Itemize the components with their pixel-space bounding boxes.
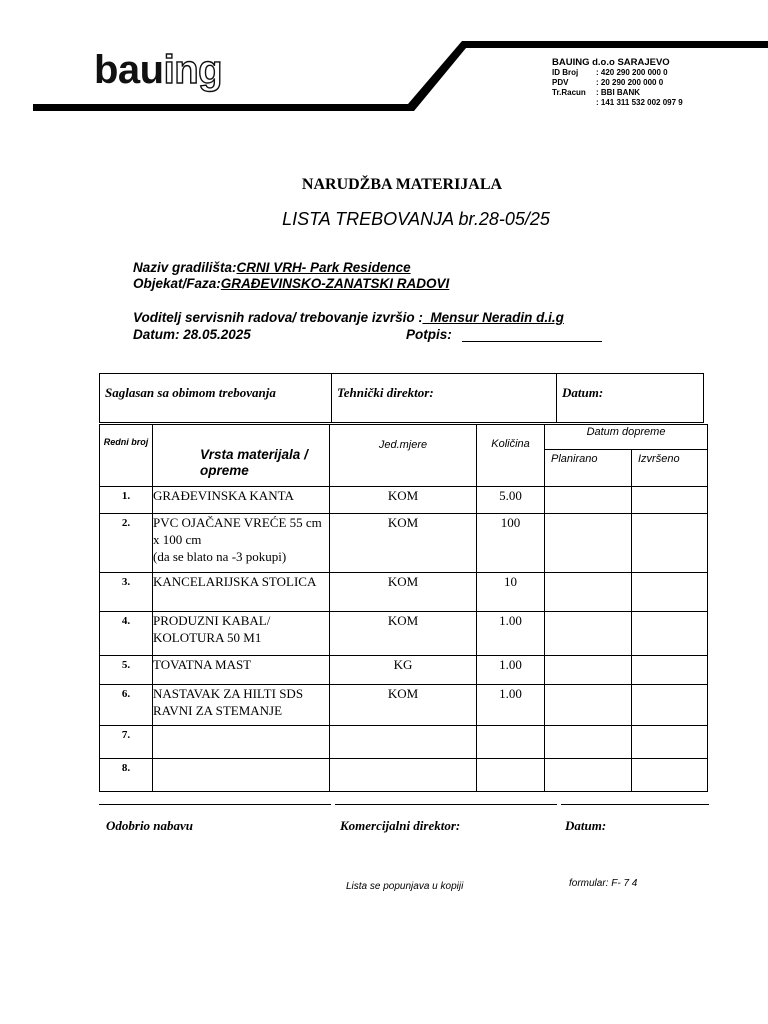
row-planned[interactable]: [545, 612, 632, 656]
sign-line-approved: [99, 804, 331, 805]
signature-line: [406, 327, 602, 342]
row-done[interactable]: [632, 759, 708, 792]
row-done[interactable]: [632, 685, 708, 726]
date-line: [133, 327, 251, 342]
header-planned: Planirano: [545, 450, 632, 487]
row-planned[interactable]: [545, 685, 632, 726]
site-label: Naziv gradilišta:: [133, 260, 237, 275]
footer-date-label: Datum:: [565, 818, 607, 833]
row-unit: KOM: [330, 685, 477, 726]
row-done[interactable]: [632, 726, 708, 759]
company-info-row: [552, 98, 706, 108]
row-number: 5.: [100, 656, 153, 685]
header-delivery: Datum dopreme: [545, 425, 708, 450]
copy-note: Lista se popunjava u kopiji: [346, 881, 464, 892]
approval-date-cell: Datum:: [562, 385, 604, 400]
row-qty: 1.00: [477, 656, 545, 685]
header-qty: Količina: [477, 425, 545, 487]
sign-line-date: [561, 804, 709, 805]
date-label: Datum: 28.05.2025: [133, 327, 251, 342]
table-row: [100, 487, 708, 514]
row-material: [153, 759, 330, 792]
row-qty: 1.00: [477, 612, 545, 656]
company-info-label: ID Broj: [552, 68, 579, 77]
row-material: TOVATNA MAST: [153, 656, 330, 685]
company-logo: [94, 48, 222, 93]
row-planned[interactable]: [545, 487, 632, 514]
sign-line-commercial: [335, 804, 557, 805]
approved-label: Odobrio nabavu: [106, 818, 194, 833]
row-qty: [477, 726, 545, 759]
row-qty: 100: [477, 514, 545, 573]
lead-value: _Mensur Neradin d.i.g: [422, 310, 564, 325]
row-material: NASTAVAK ZA HILTI SDS RAVNI ZA STEMANJE: [153, 685, 330, 726]
row-done[interactable]: [632, 656, 708, 685]
company-info-row: [552, 88, 706, 98]
signature-label: Potpis:: [406, 327, 452, 342]
row-number: 3.: [100, 573, 153, 612]
object-value: GRAĐEVINSKO-ZANATSKI RADOVI: [220, 276, 450, 291]
row-planned[interactable]: [545, 759, 632, 792]
header-no: Redni broj: [100, 425, 153, 487]
row-number: 6.: [100, 685, 153, 726]
row-number: 7.: [100, 726, 153, 759]
row-material: [153, 726, 330, 759]
logo-text-part1: bau: [94, 48, 164, 92]
company-name: BAUING d.o.o SARAJEVO: [552, 57, 670, 68]
approval-row: [99, 373, 704, 423]
company-info-value: : 420 290 200 000 0: [596, 68, 668, 77]
table-row: [100, 514, 708, 573]
site-line: [133, 260, 411, 275]
object-label: Objekat/Faza:: [133, 276, 221, 291]
row-done[interactable]: [632, 487, 708, 514]
company-info-label: PDV: [552, 78, 569, 87]
row-done[interactable]: [632, 514, 708, 573]
row-qty: 1.00: [477, 685, 545, 726]
row-number: 8.: [100, 759, 153, 792]
table-row: [100, 685, 708, 726]
row-number: 2.: [100, 514, 153, 573]
table-row: [100, 656, 708, 685]
company-info-label: Tr.Racun: [552, 88, 586, 97]
company-info-row: [552, 78, 706, 88]
row-number: 1.: [100, 487, 153, 514]
table-row: [100, 573, 708, 612]
row-number: 4.: [100, 612, 153, 656]
company-info-row: [552, 68, 706, 78]
header-material: Vrsta materijala / opreme: [153, 425, 330, 487]
table-row: [100, 612, 708, 656]
materials-table: [99, 424, 708, 792]
row-unit: KOM: [330, 487, 477, 514]
lead-label: Voditelj servisnih radova/ trebovanje izvršio :: [133, 310, 423, 325]
lead-line: [133, 310, 564, 325]
row-unit: KOM: [330, 612, 477, 656]
row-material: PVC OJAČANE VREĆE 55 cm x 100 cm (da se blato na -3 pokupi): [153, 514, 330, 573]
row-qty: 5.00: [477, 487, 545, 514]
row-unit: KOM: [330, 573, 477, 612]
table-row: [100, 759, 708, 792]
agreed-cell: Saglasan sa obimom trebovanja: [100, 374, 332, 422]
row-qty: [477, 759, 545, 792]
company-info-value: : BBI BANK: [596, 88, 640, 97]
row-unit: [330, 726, 477, 759]
row-unit: [330, 759, 477, 792]
logo-text-part2: ing: [163, 48, 223, 92]
company-info: [552, 58, 706, 108]
document-title: NARUDŽBA MATERIJALA: [301, 176, 503, 193]
object-line: [133, 276, 449, 291]
commercial-director-label: Komercijalni direktor:: [340, 818, 461, 833]
company-info-value: : 20 290 200 000 0: [596, 78, 664, 87]
signature-blank[interactable]: [462, 329, 602, 342]
company-info-label: [552, 98, 596, 108]
row-planned[interactable]: [545, 514, 632, 573]
header-done: Izvršeno: [632, 450, 708, 487]
row-planned[interactable]: [545, 573, 632, 612]
document-subtitle: LISTA TREBOVANJA br.28-05/25: [282, 209, 550, 229]
table-row: [100, 726, 708, 759]
tech-director-cell: Tehnički direktor:: [332, 374, 557, 422]
company-info-value: : 141 311 532 002 097 9: [596, 98, 683, 107]
form-code: formular: F- 7 4: [569, 878, 638, 889]
row-done[interactable]: [632, 573, 708, 612]
row-material: GRAĐEVINSKA KANTA: [153, 487, 330, 514]
row-unit: KG: [330, 656, 477, 685]
row-planned[interactable]: [545, 656, 632, 685]
row-unit: KOM: [330, 514, 477, 573]
row-qty: 10: [477, 573, 545, 612]
header-unit: Jed.mjere: [330, 425, 477, 487]
row-material: KANCELARIJSKA STOLICA: [153, 573, 330, 612]
row-done[interactable]: [632, 612, 708, 656]
row-material: PRODUZNI KABAL/ KOLOTURA 50 M1: [153, 612, 330, 656]
row-planned[interactable]: [545, 726, 632, 759]
site-value: CRNI VRH- Park Residence: [236, 260, 411, 275]
